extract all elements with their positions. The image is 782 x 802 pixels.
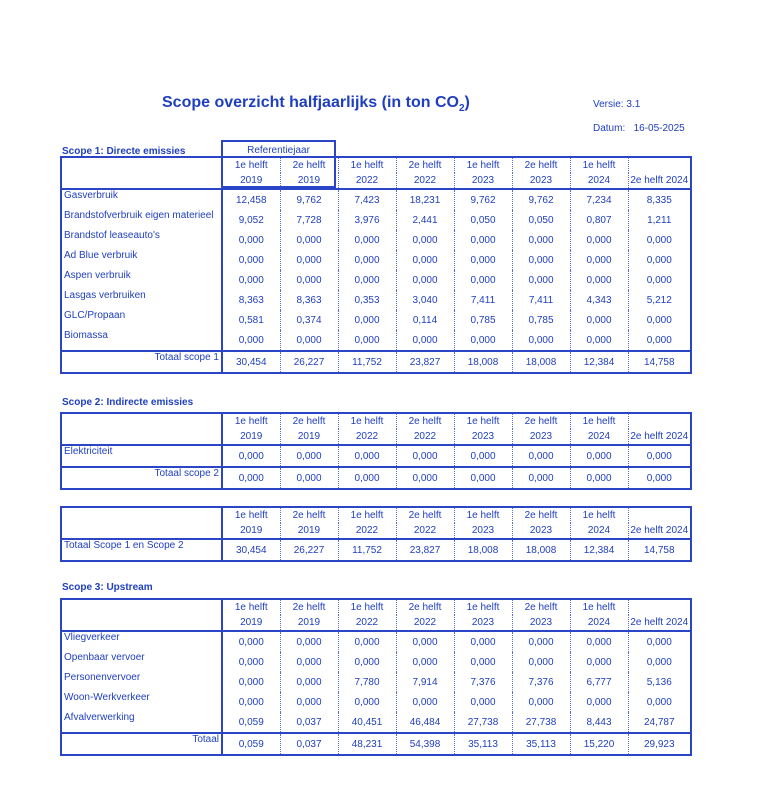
scope1-col-header-top: 2e helft bbox=[396, 157, 454, 173]
scope3-cell: 0,000 bbox=[454, 692, 512, 712]
scope3-row bbox=[61, 652, 691, 672]
scope2-col-header-top: 1e helft bbox=[454, 413, 512, 429]
scope12-col-header-top: 1e helft bbox=[338, 507, 396, 523]
scope3-row-label: Personenvervoer bbox=[64, 672, 141, 683]
scope1-cell: 0,000 bbox=[628, 230, 691, 250]
scope3-row bbox=[61, 692, 691, 712]
scope1-col-header-bottom: 2022 bbox=[338, 173, 396, 189]
scope1-cell: 0,353 bbox=[338, 290, 396, 310]
scope1-cell: 0,000 bbox=[628, 330, 691, 351]
scope3-cell: 27,738 bbox=[512, 712, 570, 733]
scope1-cell: 0,785 bbox=[454, 310, 512, 330]
scope3-cell: 7,376 bbox=[454, 672, 512, 692]
scope1-cell: 0,000 bbox=[512, 230, 570, 250]
scope1-cell: 0,000 bbox=[512, 250, 570, 270]
scope1-row bbox=[61, 210, 691, 230]
scope3-cell: 24,787 bbox=[628, 712, 691, 733]
scope1-cell: 0,000 bbox=[454, 330, 512, 351]
scope1-col-header-bottom: 2019 bbox=[280, 173, 338, 189]
scope1-row-label: Ad Blue verbruik bbox=[64, 250, 138, 261]
scope2-cell: 0,000 bbox=[222, 445, 280, 467]
scope1-total-cell: 26,227 bbox=[280, 351, 338, 373]
scope12-col-header-bottom: 2019 bbox=[280, 523, 338, 539]
scope1-title: Scope 1: Directe emissies bbox=[62, 146, 186, 157]
scope3-cell: 0,000 bbox=[570, 652, 628, 672]
scope1-cell: 0,807 bbox=[570, 210, 628, 230]
scope3-cell: 0,000 bbox=[280, 631, 338, 652]
scope3-cell: 7,780 bbox=[338, 672, 396, 692]
scope1-cell: 0,000 bbox=[570, 230, 628, 250]
scope1-cell: 0,000 bbox=[396, 330, 454, 351]
scope2-col-header-top: 1e helft bbox=[570, 413, 628, 429]
scope12-col-header-top: 2e helft bbox=[512, 507, 570, 523]
scope3-cell: 0,000 bbox=[396, 692, 454, 712]
version-value: 3.1 bbox=[626, 99, 641, 110]
date-label: Datum: 16-05-2025 bbox=[593, 123, 685, 134]
scope2-col-header-bottom: 2023 bbox=[512, 429, 570, 445]
scope3-cell: 0,000 bbox=[280, 652, 338, 672]
scope1-cell: 0,000 bbox=[454, 250, 512, 270]
scope2-total-cell: 0,000 bbox=[280, 467, 338, 489]
scope1-cell: 0,000 bbox=[570, 250, 628, 270]
scope3-total-cell: 0,037 bbox=[280, 733, 338, 755]
page-title: Scope overzicht halfjaarlijks (in ton $CO_2$) bbox=[162, 94, 470, 115]
scope3-col-header-bottom: 2e helft 2024 bbox=[628, 615, 691, 631]
scope1-col-header-bottom: 2024 bbox=[570, 173, 628, 189]
scope1-cell: 4,343 bbox=[570, 290, 628, 310]
scope1-row bbox=[61, 290, 691, 310]
scope1-row bbox=[61, 230, 691, 250]
scope2-cell: 0,000 bbox=[396, 445, 454, 467]
scope2-col-header-bottom: 2019 bbox=[222, 429, 280, 445]
scope3-total-cell: 29,923 bbox=[628, 733, 691, 755]
scope1-cell: 0,000 bbox=[280, 230, 338, 250]
scope2-cell: 0,000 bbox=[628, 445, 691, 467]
scope1-col-header-top: 2e helft bbox=[512, 157, 570, 173]
scope1-row-label: Lasgas verbruiken bbox=[64, 290, 146, 301]
scope1-col-header-top: 1e helft bbox=[338, 157, 396, 173]
scope1-cell: 0,000 bbox=[338, 330, 396, 351]
scope3-col-header-bottom: 2023 bbox=[512, 615, 570, 631]
scope1-cell: 0,374 bbox=[280, 310, 338, 330]
scope1-cell: 0,050 bbox=[454, 210, 512, 230]
scope1-cell: 0,000 bbox=[628, 270, 691, 290]
scope2-col-header-top bbox=[628, 413, 691, 429]
scope3-cell: 40,451 bbox=[338, 712, 396, 733]
scope3-cell: 27,738 bbox=[454, 712, 512, 733]
scope1-cell: 0,000 bbox=[628, 250, 691, 270]
scope12-col-header-bottom: 2024 bbox=[570, 523, 628, 539]
scope12-col-header-top: 2e helft bbox=[396, 507, 454, 523]
scope2-cell: 0,000 bbox=[454, 445, 512, 467]
scope1-cell: 0,000 bbox=[570, 270, 628, 290]
scope3-cell: 0,000 bbox=[454, 631, 512, 652]
scope1-cell: 0,000 bbox=[396, 270, 454, 290]
scope3-cell: 0,000 bbox=[454, 652, 512, 672]
scope3-cell: 0,000 bbox=[338, 631, 396, 652]
scope1-cell: 9,762 bbox=[512, 189, 570, 210]
reference-year-label: Referentiejaar bbox=[247, 145, 310, 156]
scope2-col-header-top: 1e helft bbox=[222, 413, 280, 429]
scope1-cell: 18,231 bbox=[396, 189, 454, 210]
scope3-row-label: Woon-Werkverkeer bbox=[64, 692, 150, 703]
scope1-row bbox=[61, 270, 691, 290]
scope1-row-label: Brandstofverbruik eigen materieel bbox=[64, 210, 214, 221]
scope2-col-header-bottom: 2022 bbox=[396, 429, 454, 445]
scope3-col-header-top: 2e helft bbox=[396, 599, 454, 615]
scope1-col-header-top bbox=[628, 157, 691, 173]
scope1-cell: 7,234 bbox=[570, 189, 628, 210]
scope3-cell: 0,000 bbox=[512, 692, 570, 712]
scope3-cell: 0,000 bbox=[512, 652, 570, 672]
scope1-row-label: Brandstof leaseauto's bbox=[64, 230, 160, 241]
scope1-cell: 0,000 bbox=[222, 250, 280, 270]
scope1-row-label: Gasverbruik bbox=[64, 190, 118, 201]
scope1-total-row-label: Totaal scope 1 bbox=[154, 352, 219, 363]
scope3-header-blank bbox=[61, 615, 222, 631]
scope3-col-header-bottom: 2019 bbox=[222, 615, 280, 631]
scope12-total-cell: 23,827 bbox=[396, 539, 454, 561]
scope1-cell: 3,976 bbox=[338, 210, 396, 230]
scope1-cell: 12,458 bbox=[222, 189, 280, 210]
scope2-total-cell: 0,000 bbox=[396, 467, 454, 489]
scope3-cell: 0,000 bbox=[222, 692, 280, 712]
scope2-col-header-top: 2e helft bbox=[396, 413, 454, 429]
scope3-total-cell: 35,113 bbox=[512, 733, 570, 755]
scope3-cell: 0,000 bbox=[222, 631, 280, 652]
scope3-cell: 5,136 bbox=[628, 672, 691, 692]
scope1-cell: 7,411 bbox=[454, 290, 512, 310]
scope2-cell: 0,000 bbox=[570, 445, 628, 467]
scope1-cell: 0,000 bbox=[338, 310, 396, 330]
scope1-cell: 0,000 bbox=[454, 270, 512, 290]
scope1-cell: 7,411 bbox=[512, 290, 570, 310]
scope3-row-label: Afvalverwerking bbox=[61, 712, 222, 733]
scope3-cell: 6,777 bbox=[570, 672, 628, 692]
scope1-cell: 0,785 bbox=[512, 310, 570, 330]
scope3-row bbox=[61, 672, 691, 692]
scope1-row-label: GLC/Propaan bbox=[64, 310, 126, 321]
scope12-header-blank bbox=[61, 507, 222, 523]
scope1-header-blank bbox=[61, 173, 222, 189]
scope3-cell: 0,000 bbox=[222, 652, 280, 672]
scope1-col-header-top: 1e helft bbox=[570, 157, 628, 173]
scope2-total-cell: 0,000 bbox=[570, 467, 628, 489]
scope2-col-header-bottom: 2023 bbox=[454, 429, 512, 445]
scope3-cell: 0,000 bbox=[570, 631, 628, 652]
scope1-cell: 0,000 bbox=[222, 330, 280, 351]
scope1-col-header-bottom: 2023 bbox=[454, 173, 512, 189]
reference-year-box bbox=[221, 140, 336, 188]
scope3-cell: 0,000 bbox=[280, 672, 338, 692]
scope12-total-table bbox=[60, 506, 692, 562]
scope1-col-header-top: 1e helft bbox=[454, 157, 512, 173]
scope2-total-row-label: Totaal scope 2 bbox=[154, 468, 219, 479]
scope1-col-header-top: 1e helft bbox=[222, 157, 280, 173]
scope12-col-header-bottom: 2019 bbox=[222, 523, 280, 539]
scope12-total-cell: 14,758 bbox=[628, 539, 691, 561]
scope1-cell: 0,000 bbox=[570, 310, 628, 330]
scope1-cell: 0,114 bbox=[396, 310, 454, 330]
date-value: 16-05-2025 bbox=[633, 123, 685, 134]
scope1-row bbox=[61, 330, 691, 351]
scope3-cell: 0,000 bbox=[338, 652, 396, 672]
scope1-row bbox=[61, 250, 691, 270]
scope1-cell: 8,335 bbox=[628, 189, 691, 210]
scope1-total-cell: 30,454 bbox=[222, 351, 280, 373]
scope12-total-cell: 18,008 bbox=[454, 539, 512, 561]
scope1-row-label: Biomassa bbox=[61, 330, 222, 351]
scope2-col-header-bottom: 2024 bbox=[570, 429, 628, 445]
scope1-total-cell: 23,827 bbox=[396, 351, 454, 373]
scope1-cell: 8,363 bbox=[280, 290, 338, 310]
scope3-col-header-top: 1e helft bbox=[222, 599, 280, 615]
scope1-total-cell: 12,384 bbox=[570, 351, 628, 373]
scope2-cell: 0,000 bbox=[338, 445, 396, 467]
scope2-row bbox=[61, 445, 691, 467]
scope12-total-row-label: Totaal Scope 1 en Scope 2 bbox=[64, 540, 184, 551]
scope1-cell: 0,000 bbox=[628, 310, 691, 330]
scope1-cell: 9,052 bbox=[222, 210, 280, 230]
scope3-total-cell: 0,059 bbox=[222, 733, 280, 755]
scope3-cell: 7,376 bbox=[512, 672, 570, 692]
scope3-col-header-bottom: 2022 bbox=[338, 615, 396, 631]
scope1-cell: 9,762 bbox=[454, 189, 512, 210]
scope12-total-row bbox=[61, 539, 691, 561]
scope1-cell: 0,000 bbox=[512, 270, 570, 290]
scope12-col-header-bottom: 2022 bbox=[338, 523, 396, 539]
scope2-total-cell: 0,000 bbox=[454, 467, 512, 489]
scope3-col-header-top: 1e helft bbox=[454, 599, 512, 615]
scope12-col-header-bottom: 2023 bbox=[512, 523, 570, 539]
scope12-col-header-bottom: 2e helft 2024 bbox=[628, 523, 691, 539]
scope1-table bbox=[60, 156, 692, 374]
version-label: Versie: 3.1 bbox=[593, 99, 641, 110]
scope2-col-header-bottom: 2e helft 2024 bbox=[628, 429, 691, 445]
scope3-cell: 0,000 bbox=[628, 692, 691, 712]
scope3-cell: 0,037 bbox=[280, 712, 338, 733]
scope2-header-blank bbox=[61, 429, 222, 445]
scope3-header-blank bbox=[61, 599, 222, 615]
scope1-cell: 0,000 bbox=[280, 250, 338, 270]
scope3-col-header-top: 1e helft bbox=[570, 599, 628, 615]
scope2-total-cell: 0,000 bbox=[628, 467, 691, 489]
scope2-col-header-top: 2e helft bbox=[512, 413, 570, 429]
scope1-total-cell: 14,758 bbox=[628, 351, 691, 373]
scope12-total-cell: 12,384 bbox=[570, 539, 628, 561]
scope2-cell: 0,000 bbox=[512, 445, 570, 467]
scope2-table bbox=[60, 412, 692, 490]
scope1-col-header-bottom: 2023 bbox=[512, 173, 570, 189]
scope3-col-header-top: 2e helft bbox=[512, 599, 570, 615]
scope2-col-header-top: 1e helft bbox=[338, 413, 396, 429]
scope2-col-header-top: 2e helft bbox=[280, 413, 338, 429]
scope2-total-cell: 0,000 bbox=[222, 467, 280, 489]
scope1-cell: 0,000 bbox=[280, 270, 338, 290]
scope3-cell: 0,000 bbox=[396, 652, 454, 672]
scope1-cell: 7,728 bbox=[280, 210, 338, 230]
scope3-col-header-top: 1e helft bbox=[338, 599, 396, 615]
scope1-cell: 8,363 bbox=[222, 290, 280, 310]
scope3-total-cell: 54,398 bbox=[396, 733, 454, 755]
scope1-cell: 0,581 bbox=[222, 310, 280, 330]
scope1-cell: 0,000 bbox=[338, 230, 396, 250]
scope3-cell: 0,000 bbox=[338, 692, 396, 712]
scope2-col-header-bottom: 2019 bbox=[280, 429, 338, 445]
scope3-cell: 0,000 bbox=[512, 631, 570, 652]
scope12-col-header-top: 1e helft bbox=[222, 507, 280, 523]
scope3-cell: 8,443 bbox=[570, 712, 628, 733]
scope2-cell: 0,000 bbox=[280, 445, 338, 467]
scope1-col-header-bottom: 2019 bbox=[222, 173, 280, 189]
scope1-cell: 0,000 bbox=[338, 270, 396, 290]
scope12-total-cell: 18,008 bbox=[512, 539, 570, 561]
scope3-cell: 0,000 bbox=[628, 652, 691, 672]
scope3-col-header-bottom: 2022 bbox=[396, 615, 454, 631]
scope3-col-header-top: 2e helft bbox=[280, 599, 338, 615]
scope1-total-cell: 11,752 bbox=[338, 351, 396, 373]
scope12-header-blank bbox=[61, 523, 222, 539]
scope2-col-header-bottom: 2022 bbox=[338, 429, 396, 445]
scope12-total-cell: 11,752 bbox=[338, 539, 396, 561]
scope1-total-row bbox=[61, 351, 691, 373]
scope1-col-header-bottom: 2022 bbox=[396, 173, 454, 189]
scope1-total-cell: 18,008 bbox=[512, 351, 570, 373]
scope1-row bbox=[61, 189, 691, 210]
scope1-cell: 0,000 bbox=[280, 330, 338, 351]
scope3-total-cell: 35,113 bbox=[454, 733, 512, 755]
scope3-total-cell: 48,231 bbox=[338, 733, 396, 755]
scope1-cell: 0,000 bbox=[396, 230, 454, 250]
scope3-row bbox=[61, 712, 691, 733]
scope3-cell: 0,059 bbox=[222, 712, 280, 733]
scope2-total-row bbox=[61, 467, 691, 489]
scope3-cell: 0,000 bbox=[280, 692, 338, 712]
scope12-col-header-bottom: 2023 bbox=[454, 523, 512, 539]
scope3-cell: 0,000 bbox=[222, 672, 280, 692]
scope2-total-cell: 0,000 bbox=[338, 467, 396, 489]
scope1-cell: 1,211 bbox=[628, 210, 691, 230]
scope2-row-label: Elektriciteit bbox=[61, 445, 222, 467]
scope3-col-header-bottom: 2023 bbox=[454, 615, 512, 631]
scope1-cell: 5,212 bbox=[628, 290, 691, 310]
scope1-total-cell: 18,008 bbox=[454, 351, 512, 373]
scope3-col-header-bottom: 2024 bbox=[570, 615, 628, 631]
scope1-cell: 7,423 bbox=[338, 189, 396, 210]
scope2-total-cell: 0,000 bbox=[512, 467, 570, 489]
scope1-row-label: Aspen verbruik bbox=[64, 270, 131, 281]
scope1-cell: 2,441 bbox=[396, 210, 454, 230]
scope3-total-row bbox=[61, 733, 691, 755]
scope3-cell: 0,000 bbox=[628, 631, 691, 652]
scope3-table bbox=[60, 598, 692, 756]
scope3-cell: 7,914 bbox=[396, 672, 454, 692]
scope3-cell: 0,000 bbox=[396, 631, 454, 652]
scope3-total-row-label: Totaal bbox=[192, 734, 219, 745]
scope12-col-header-top: 1e helft bbox=[570, 507, 628, 523]
scope1-cell: 0,050 bbox=[512, 210, 570, 230]
scope12-col-header-bottom: 2022 bbox=[396, 523, 454, 539]
scope3-total-cell: 15,220 bbox=[570, 733, 628, 755]
scope3-row bbox=[61, 631, 691, 652]
scope2-title: Scope 2: Indirecte emissies bbox=[62, 397, 194, 408]
scope1-cell: 3,040 bbox=[396, 290, 454, 310]
scope12-col-header-top: 1e helft bbox=[454, 507, 512, 523]
scope3-col-header-top bbox=[628, 599, 691, 615]
scope1-col-header-top: 2e helft bbox=[280, 157, 338, 173]
scope1-cell: 0,000 bbox=[222, 270, 280, 290]
scope1-cell: 0,000 bbox=[570, 330, 628, 351]
scope3-row-label: Openbaar vervoer bbox=[64, 652, 145, 663]
scope1-cell: 0,000 bbox=[222, 230, 280, 250]
scope1-row bbox=[61, 310, 691, 330]
scope12-col-header-top bbox=[628, 507, 691, 523]
scope3-cell: 46,484 bbox=[396, 712, 454, 733]
scope3-col-header-bottom: 2019 bbox=[280, 615, 338, 631]
scope1-cell: 0,000 bbox=[396, 250, 454, 270]
scope1-col-header-bottom: 2e helft 2024 bbox=[628, 173, 691, 189]
scope12-col-header-top: 2e helft bbox=[280, 507, 338, 523]
scope1-cell: 9,762 bbox=[280, 189, 338, 210]
scope12-total-cell: 26,227 bbox=[280, 539, 338, 561]
scope3-cell: 0,000 bbox=[570, 692, 628, 712]
scope1-cell: 0,000 bbox=[454, 230, 512, 250]
scope2-header-blank bbox=[61, 413, 222, 429]
scope3-row-label: Vliegverkeer bbox=[64, 632, 120, 643]
scope1-cell: 0,000 bbox=[338, 250, 396, 270]
scope12-total-cell: 30,454 bbox=[222, 539, 280, 561]
scope1-header-blank bbox=[61, 157, 222, 173]
scope1-cell: 0,000 bbox=[512, 330, 570, 351]
scope3-title: Scope 3: Upstream bbox=[62, 582, 153, 593]
